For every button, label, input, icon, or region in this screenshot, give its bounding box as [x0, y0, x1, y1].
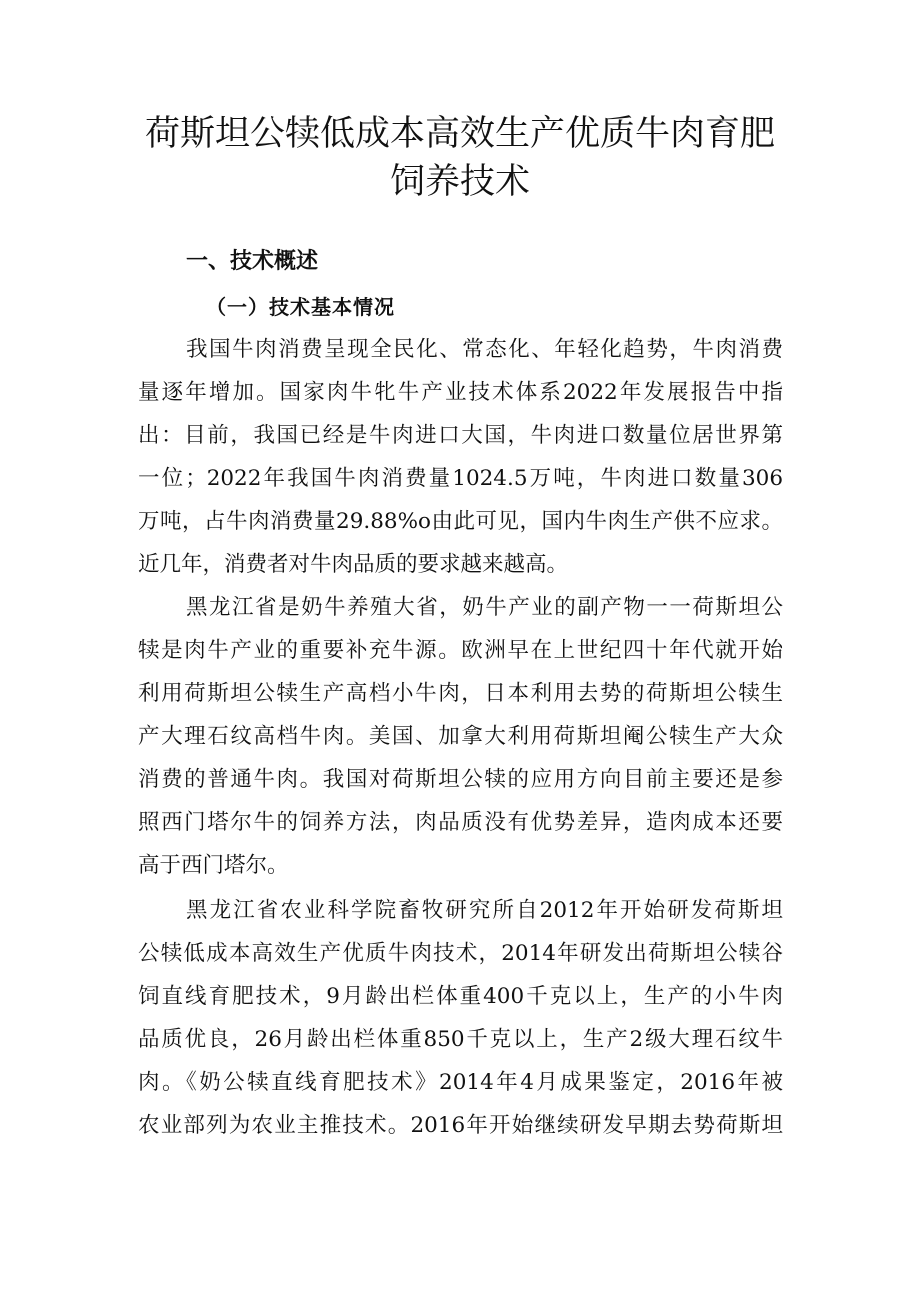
- section-heading: 一、技术概述: [186, 249, 319, 274]
- paragraph-1-line: 我国牛肉消费呈现全民化、常态化、年轻化趋势，牛肉消费: [186, 337, 783, 362]
- subsection-heading: （一）技术基本情况: [206, 295, 395, 319]
- paragraph-2-line: 犊是肉牛产业的重要补充牛源。欧洲早在上世纪四十年代就开始: [138, 638, 783, 663]
- paragraph-3-line: 饲直线育肥技术，9月龄出栏体重400千克以上，生产的小牛肉: [138, 984, 783, 1009]
- paragraph-2-line: 产大理石纹高档牛肉。美国、加拿大利用荷斯坦阉公犊生产大众: [138, 724, 783, 749]
- document-title-line-2: 饲养技术: [389, 162, 530, 202]
- paragraph-2-line: 利用荷斯坦公犊生产高档小牛肉，日本利用去势的荷斯坦公犊生: [138, 681, 783, 706]
- paragraph-1-line: 万吨，占牛肉消费量29.88%o由此可见，国内牛肉生产供不应求。: [138, 509, 783, 534]
- paragraph-2-line: 黑龙江省是奶牛养殖大省，奶牛产业的副产物一一荷斯坦公: [186, 595, 783, 620]
- paragraph-3-line: 黑龙江省农业科学院畜牧研究所自2012年开始研发荷斯坦: [186, 898, 783, 923]
- paragraph-2-line: 照西门塔尔牛的饲养方法，肉品质没有优势差异，造肉成本还要: [138, 810, 783, 835]
- paragraph-3-line: 公犊低成本高效生产优质牛肉技术，2014年研发出荷斯坦公犊谷: [138, 941, 783, 966]
- paragraph-2-line: 高于西门塔尔。: [138, 853, 289, 878]
- document-title-line-1: 荷斯坦公犊低成本高效生产优质牛肉育肥: [144, 114, 775, 154]
- paragraph-1-line: 近几年，消费者对牛肉品质的要求越来越高。: [138, 552, 569, 577]
- paragraph-1-line: 一位；2022年我国牛肉消费量1024.5万吨，牛肉进口数量306: [138, 466, 783, 491]
- paragraph-2-line: 消费的普通牛肉。我国对荷斯坦公犊的应用方向目前主要还是参: [138, 767, 783, 792]
- paragraph-3-line: 品质优良，26月龄出栏体重850千克以上，生产2级大理石纹牛: [138, 1027, 783, 1052]
- paragraph-1-line: 出：目前，我国已经是牛肉进口大国，牛肉进口数量位居世界第: [138, 423, 783, 448]
- paragraph-1-line: 量逐年增加。国家肉牛牝牛产业技术体系2022年发展报告中指: [138, 380, 783, 405]
- paragraph-3-line: 肉。《奶公犊直线育肥技术》2014年4月成果鉴定，2016年被: [138, 1070, 783, 1095]
- paragraph-3-line: 农业部列为农业主推技术。2016年开始继续研发早期去势荷斯坦: [138, 1113, 783, 1138]
